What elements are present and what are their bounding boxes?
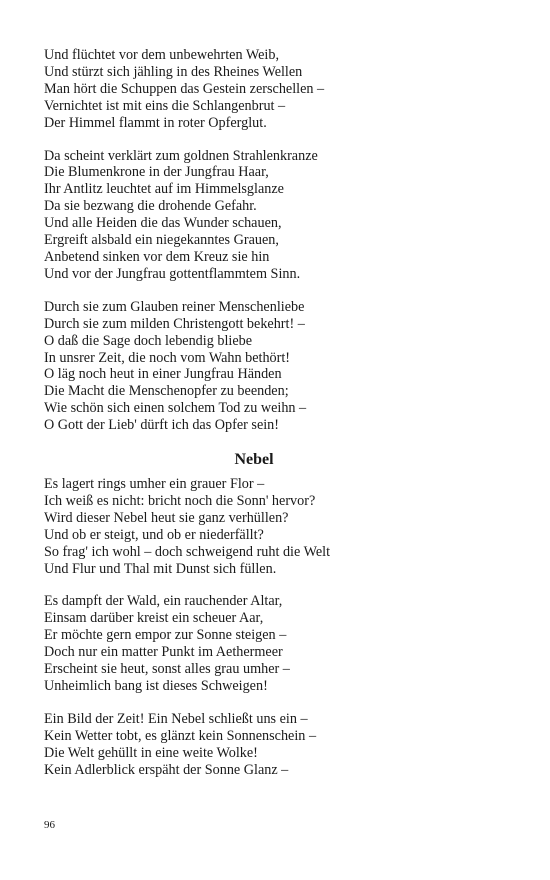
verse-line: Durch sie zum milden Christengott bekehrt! –	[44, 315, 305, 332]
verse-line: Wird dieser Nebel heut sie ganz verhüllen?	[44, 509, 289, 526]
verse-line: Kein Wetter tobt, es glänzt kein Sonnenschein –	[44, 727, 317, 744]
verse-line: So frag' ich wohl – doch schweigend ruht die Welt	[44, 543, 331, 560]
verse-line: Und flüchtet vor dem unbewehrten Weib,	[44, 47, 279, 63]
poem-nebel	[44, 450, 514, 779]
verse-line: O läg noch heut in einer Jungfrau Händen	[44, 366, 282, 383]
continuation-poem	[44, 47, 514, 434]
verse-line: Ein Bild der Zeit! Ein Nebel schließt uns ein –	[44, 710, 308, 727]
verse-line: Ihr Antlitz leuchtet auf im Himmelsglanze	[44, 181, 284, 198]
stanza	[44, 47, 514, 132]
verse-line: O daß die Sage doch lebendig bliebe	[44, 332, 253, 349]
verse-line: Und stürzt sich jähling in des Rheines Wellen	[44, 63, 303, 80]
verse-line: O Gott der Lieb' dürft ich das Opfer sein!	[44, 417, 280, 434]
poem-title: Nebel	[234, 451, 274, 469]
verse-line: Es lagert rings umher ein grauer Flor –	[44, 476, 265, 493]
verse-line: In unsrer Zeit, die noch vom Wahn bethört!	[44, 349, 291, 366]
verse-line: Da sie bezwang die drohende Gefahr.	[44, 198, 257, 215]
verse-line: Die Blumenkrone in der Jungfrau Haar,	[44, 164, 269, 181]
verse-line: Die Macht die Menschenopfer zu beenden;	[44, 383, 289, 400]
verse-line: Und alle Heiden die das Wunder schauen,	[44, 215, 282, 232]
verse-line: Ich weiß es nicht: bricht noch die Sonn' hervor?	[44, 492, 316, 509]
verse-line: Durch sie zum Glauben reiner Menschenliebe	[44, 298, 305, 315]
stanza	[44, 299, 514, 434]
verse-line: Vernichtet ist mit eins die Schlangenbrut –	[44, 97, 286, 114]
verse-line: Wie schön sich einen solchem Tod zu weihn –	[44, 400, 307, 417]
verse-line: Er möchte gern empor zur Sonne steigen –	[44, 627, 287, 644]
page-number: 96	[44, 819, 55, 831]
verse-line: Einsam darüber kreist ein scheuer Aar,	[44, 610, 264, 627]
stanza-gap	[44, 283, 514, 299]
verse-line: Unheimlich bang ist dieses Schweigen!	[44, 678, 268, 694]
stanza	[44, 476, 514, 577]
stanza-gap	[44, 577, 514, 593]
verse-line: Und Flur und Thal mit Dunst sich füllen.	[44, 560, 277, 577]
page-body	[44, 47, 514, 779]
verse-line: Die Welt gehüllt in eine weite Wolke!	[44, 744, 258, 761]
verse-line: Der Himmel flammt in roter Opferglut.	[44, 114, 267, 131]
verse-line: Es dampft der Wald, ein rauchender Altar,	[44, 593, 283, 610]
verse-line: Man hört die Schuppen das Gestein zerschellen –	[44, 80, 325, 97]
verse-line: Doch nur ein matter Punkt im Aethermeer	[44, 644, 283, 661]
stanza-gap	[44, 132, 514, 148]
verse-line: Erscheint sie heut, sonst alles grau umher –	[44, 661, 290, 678]
verse-line: Kein Adlerblick erspäht der Sonne Glanz –	[44, 761, 289, 778]
stanza	[44, 711, 514, 779]
verse-line: Da scheint verklärt zum goldnen Strahlenkranze	[44, 147, 318, 164]
stanza	[44, 148, 514, 283]
verse-line: Und ob er steigt, und ob er niederfällt?	[44, 526, 264, 543]
section-gap	[44, 434, 514, 450]
stanza	[44, 593, 514, 694]
verse-line: Anbetend sinken vor dem Kreuz sie hin	[44, 248, 270, 265]
verse-line: Und vor der Jungfrau gottentflammtem Sinn.	[44, 265, 301, 282]
stanza-gap	[44, 695, 514, 711]
verse-line: Ergreift alsbald ein niegekanntes Grauen,	[44, 232, 279, 249]
